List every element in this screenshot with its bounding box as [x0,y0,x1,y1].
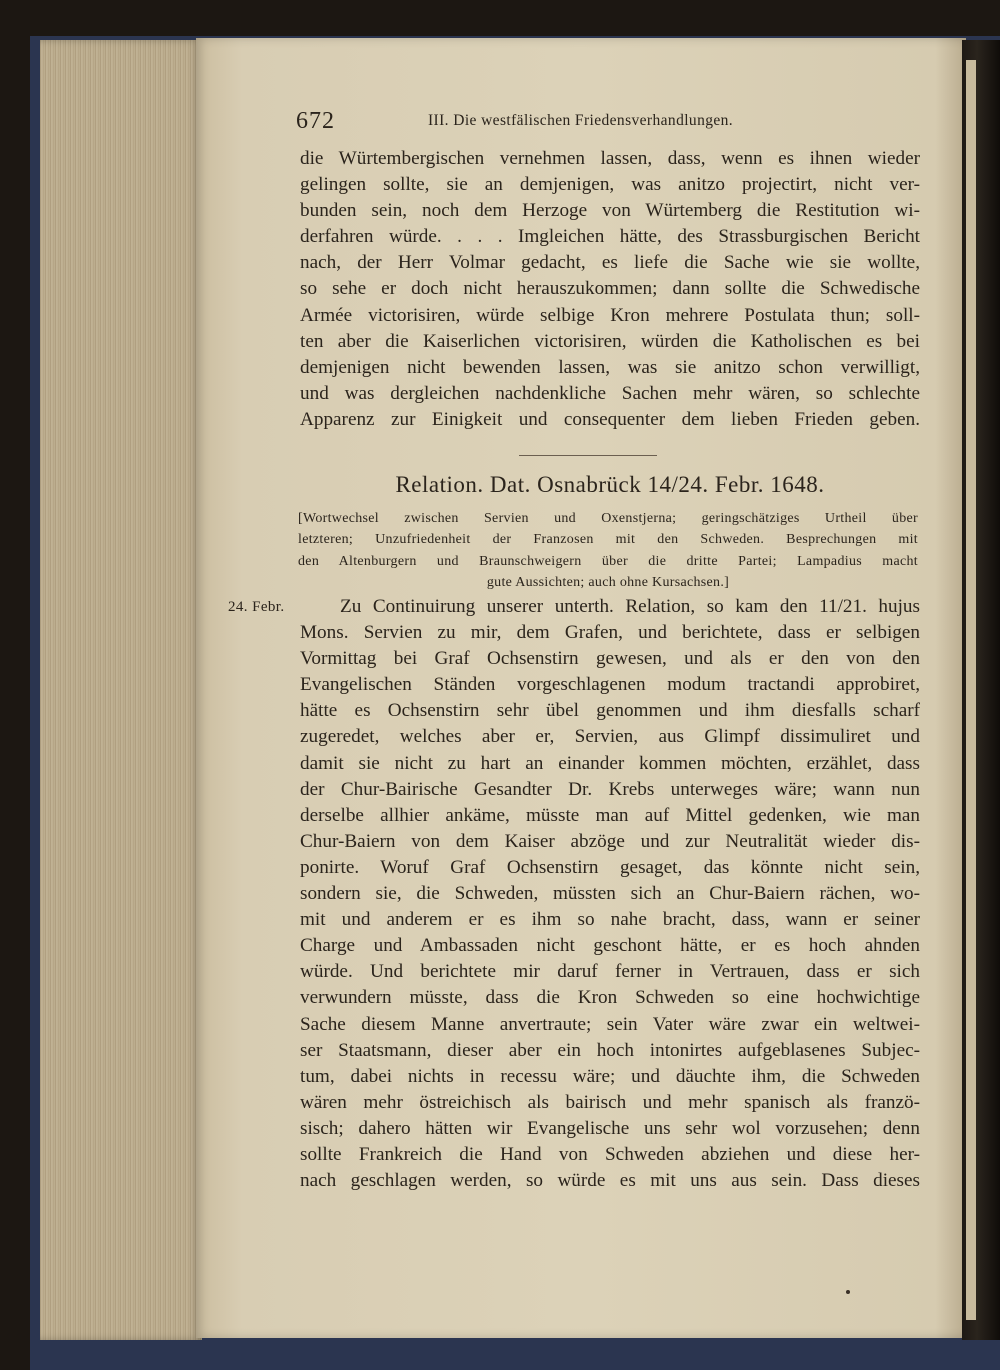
text-line: nach geschlagen werden, so würde es mit uns aus sein. Dass dieses [300,1170,920,1192]
text-line: ser Staatsmann, dieser aber ein hoch intonirtes aufgeblasenes Subjec- [300,1039,920,1061]
text-line: Charge und Ambassaden nicht geschont hätte, er es hoch ahnden [300,935,920,957]
text-line: die Würtembergischen vernehmen lassen, dass, wenn es ihnen wieder [300,148,920,169]
text-line: tum, dabei nichts in recessu wäre; und däuchte ihm, die Schweden [300,1065,920,1087]
text-line: derselbe allhier ankäme, müsste man auf Mittel gedenken, wie man [300,804,920,826]
text-line: verwundern müsste, dass die Kron Schweden so eine hochwichtige [300,987,920,1009]
text-line: Apparenz zur Einigkeit und consequenter dem lieben Frieden geben. [300,408,920,430]
text-line: so sehe er doch nicht herauszukommen; dann sollte die Schwedische [300,278,920,300]
text-line: ten aber die Kaiserlichen victorisiren, würden die Katholischen es bei [300,330,920,352]
running-head: III. Die westfälischen Friedensverhandlungen. [428,112,734,129]
text-line: Chur-Baiern von dem Kaiser abzöge und zur Neutralität wieder dis- [300,830,920,852]
text-line: Armée victorisiren, würde selbige Kron mehrere Postulata thun; soll- [300,304,920,326]
text-line: Zu Continuirung unserer unterth. Relation, so kam den 11/21. hujus [340,596,920,617]
summary-line: [Wortwechsel zwischen Servien und Oxenstjerna; geringschätziges Urtheil über [298,511,918,526]
text-line: Mons. Servien zu mir, dem Grafen, und berichtete, dass er selbigen [300,622,920,644]
text-line: gelingen sollte, sie an demjenigen, was anitzo projectirt, nicht ver- [300,174,920,196]
summary-line: den Altenburgern und Braunschweigern über die dritte Partei; Lampadius macht [298,553,918,569]
text-line: derfahren würde. . . . Imgleichen hätte, des Strassburgischen Bericht [300,226,920,248]
text-line: der Chur-Bairische Gesandter Dr. Krebs unterweges wäre; wann nun [300,778,920,800]
summary-line: gute Aussichten; auch ohne Kursachsen.] [486,574,730,590]
paragraph-2 [300,594,920,1194]
text-line: damit sie nicht zu hart an einander kommen möchten, erzählet, dass [300,752,920,774]
text-line: würde. Und berichtete mir daruf ferner in Vertrauen, dass er sich [300,961,920,983]
section-heading: Relation. Dat. Osnabrück 14/24. Febr. 1648. [395,472,825,497]
text-line: demjenigen nicht bewenden lassen, was sie anitzo schon verwilligt, [300,356,920,378]
text-line: und was dergleichen nachdenkliche Sachen mehr wären, so schlechte [300,382,920,404]
text-line: zugeredet, welches aber er, Servien, aus Glimpf dissimuliret und [300,726,920,748]
section-summary [298,508,918,593]
paragraph-1 [300,146,920,433]
page-number: 672 [296,108,335,134]
text-line: sisch; dahero hätten wir Evangelische uns sehr wol vorzusehen; denn [300,1117,920,1139]
text-line: Vormittag bei Graf Ochsenstirn gewesen, und als er den von den [300,648,920,670]
margin-date: 24. Febr. [228,599,285,615]
text-line: nach, der Herr Volmar gedacht, es liefe die Sache wie sie wollte, [300,252,920,274]
ink-speck [846,1290,850,1294]
summary-line: letzteren; Unzufriedenheit der Franzosen mit den Schweden. Besprechungen mit [298,532,918,548]
text-line: bunden sein, noch dem Herzoge von Würtemberg die Restitution wi- [300,200,920,222]
text-line: sollte Frankreich die Hand von Schweden abziehen und diese her- [300,1143,920,1165]
text-line: wären mehr östreichisch als bairisch und mehr spanisch als franzö- [300,1091,920,1113]
text-line: mit und anderem er es ihm so nahe bracht, dass, wann er seiner [300,909,920,931]
text-line: Sache diesem Manne anvertraute; sein Vater wäre zwar ein weltwei- [300,1013,920,1035]
facing-page-edge [966,60,976,1320]
text-line: Evangelischen Ständen vorgeschlagenen modum tractandi approbiret, [300,674,920,696]
page-edges [40,40,202,1340]
text-line: ponirte. Woruf Graf Ochsenstirn gesaget, das könnte nicht sein, [300,856,920,878]
text-line: hätte es Ochsenstirn sehr übel genommen und ihm diesfalls scharf [300,700,920,722]
section-divider [519,455,657,456]
text-line: sondern sie, die Schweden, müssten sich an Chur-Baiern rächen, wo- [300,883,920,905]
